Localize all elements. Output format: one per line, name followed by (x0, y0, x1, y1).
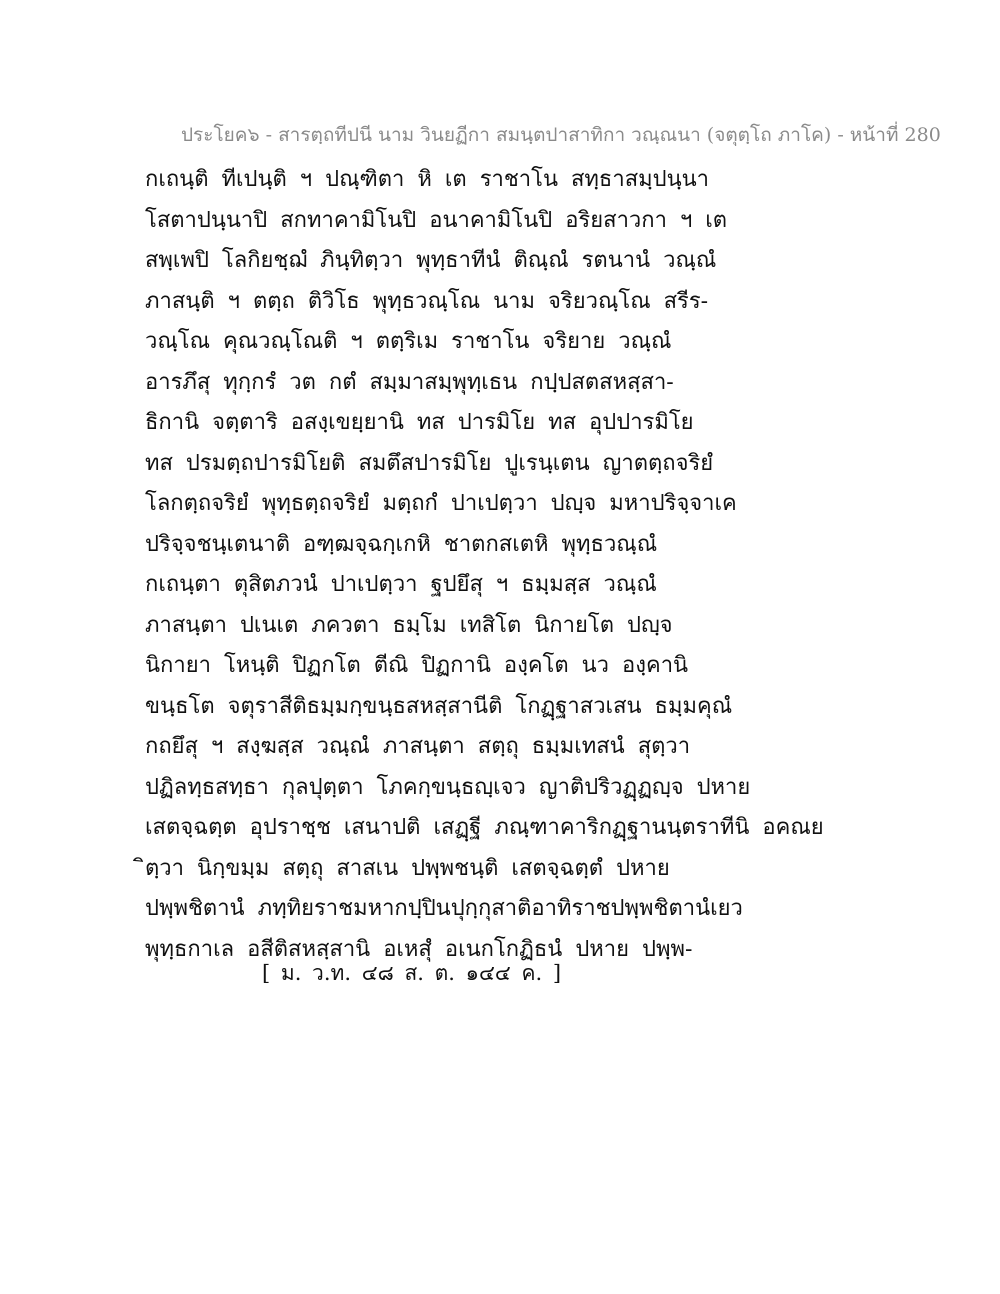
text-line: นิกายา โหนฺติ ปิฏกโต ตีณิ ปิฏกานิ องฺคโต นว องฺคานิ (145, 653, 689, 678)
text-line: อารภึสุ ทุกฺกรํ วต กตํ สมฺมาสมฺพุทฺเธน กปฺปสตสหสฺสา- (145, 369, 674, 395)
text-line: เสตจฺฉตฺต อุปราชฺช เสนาปติ เสฏฺฐี ภณฺฑาคาริกฏฺฐานนฺตราทีนิ อคณย (145, 815, 824, 840)
text-line: ปฏิลทฺธสทฺธา กุลปุตฺตา โภคกฺขนฺธญฺเจว ญาติปริวฏฺฏญฺจ ปหาย (145, 774, 751, 800)
running-header: ประโยค๖ - สารตฺถทีปนี นาม วินยฏีกา สมนฺตปาสาทิกา วณฺณนา (จตุตฺโถ ภาโค) - หน้าที่ 280 (181, 124, 941, 146)
text-line: ปริจฺจชนฺเตนาติ อฑฺฒจฺฉกฺเกหิ ชาตกสเตหิ พุทฺธวณฺณํ (145, 531, 658, 557)
body-text (145, 160, 824, 970)
text-line: พุทฺธกาเล อสีติสหสฺสานิ อเหสุํ อเนกโกฏิธนํ ปหาย ปพฺพ- (145, 936, 693, 962)
text-line: วณฺโณ คุณวณฺโณติ ฯ ตตฺริเม ราชาโน จริยาย วณฺณํ (145, 329, 672, 354)
text-line: โลกตฺถจริยํ พุทฺธตฺถจริยํ มตฺถกํ ปาเปตฺวา ปญฺจ มหาปริจฺจาเค (145, 491, 737, 516)
text-line: ธิกานิ จตฺตาริ อสงฺเขยฺยานิ ทส ปารมิโย ทส อุปปารมิโย (145, 410, 694, 435)
text-line: ปพฺพชิตานํ ภทฺทิยราชมหากปฺปินปุกฺกุสาติอาทิราชปพฺพชิตานํเยว (145, 896, 743, 921)
text-line: ขนฺธโต จตุราสีติธมฺมกฺขนฺธสหสฺสานีติ โกฏฺฐาสวเสน ธมฺมคุณํ (145, 693, 733, 719)
text-line: ภาสนฺตา ปเนเต ภควตา ธมฺโม เทสิโต นิกายโต ปญฺจ (145, 612, 673, 638)
text-line: กเถนฺติ ทีเปนฺติ ฯ ปณฺฑิตา หิ เต ราชาโน สทฺธาสมฺปนฺนา (145, 167, 710, 192)
text-line: ทส ปรมตฺถปารมิโยติ สมตึสปารมิโย ปูเรนฺเตน ญาตตฺถจริยํ (145, 450, 714, 476)
text-line: ิตฺวา นิกฺขมฺม สตฺถุ สาสเน ปพฺพชนฺติ เสตจฺฉตฺตํ ปหาย (145, 855, 670, 881)
page-reference: [ ม. ว.ท. ๔๘ ส. ต. ๑๔๔ ค. ] (262, 961, 562, 985)
text-line: สพฺเพปิ โลกิยชฺฌํ ภินฺทิตฺวา พุทฺธาทีนํ ติณฺณํ รตนานํ วณฺณํ (145, 248, 717, 273)
text-line: กถยึสุ ฯ สงฺฆสฺส วณฺณํ ภาสนฺตา สตฺถุ ธมฺมเทสนํ สุตฺวา (145, 734, 691, 759)
text-line: โสตาปนฺนาปิ สกทาคามิโนปิ อนาคามิโนปิ อริยสาวกา ฯ เต (145, 207, 728, 233)
text-line: ภาสนฺติ ฯ ตตฺถ ติวิโธ พุทฺธวณฺโณ นาม จริยวณฺโณ สรีร- (145, 288, 709, 314)
text-line: กเถนฺตา ตุสิตภวนํ ปาเปตฺวา ฐปยึสุ ฯ ธมฺมสฺส วณฺณํ (145, 572, 657, 597)
